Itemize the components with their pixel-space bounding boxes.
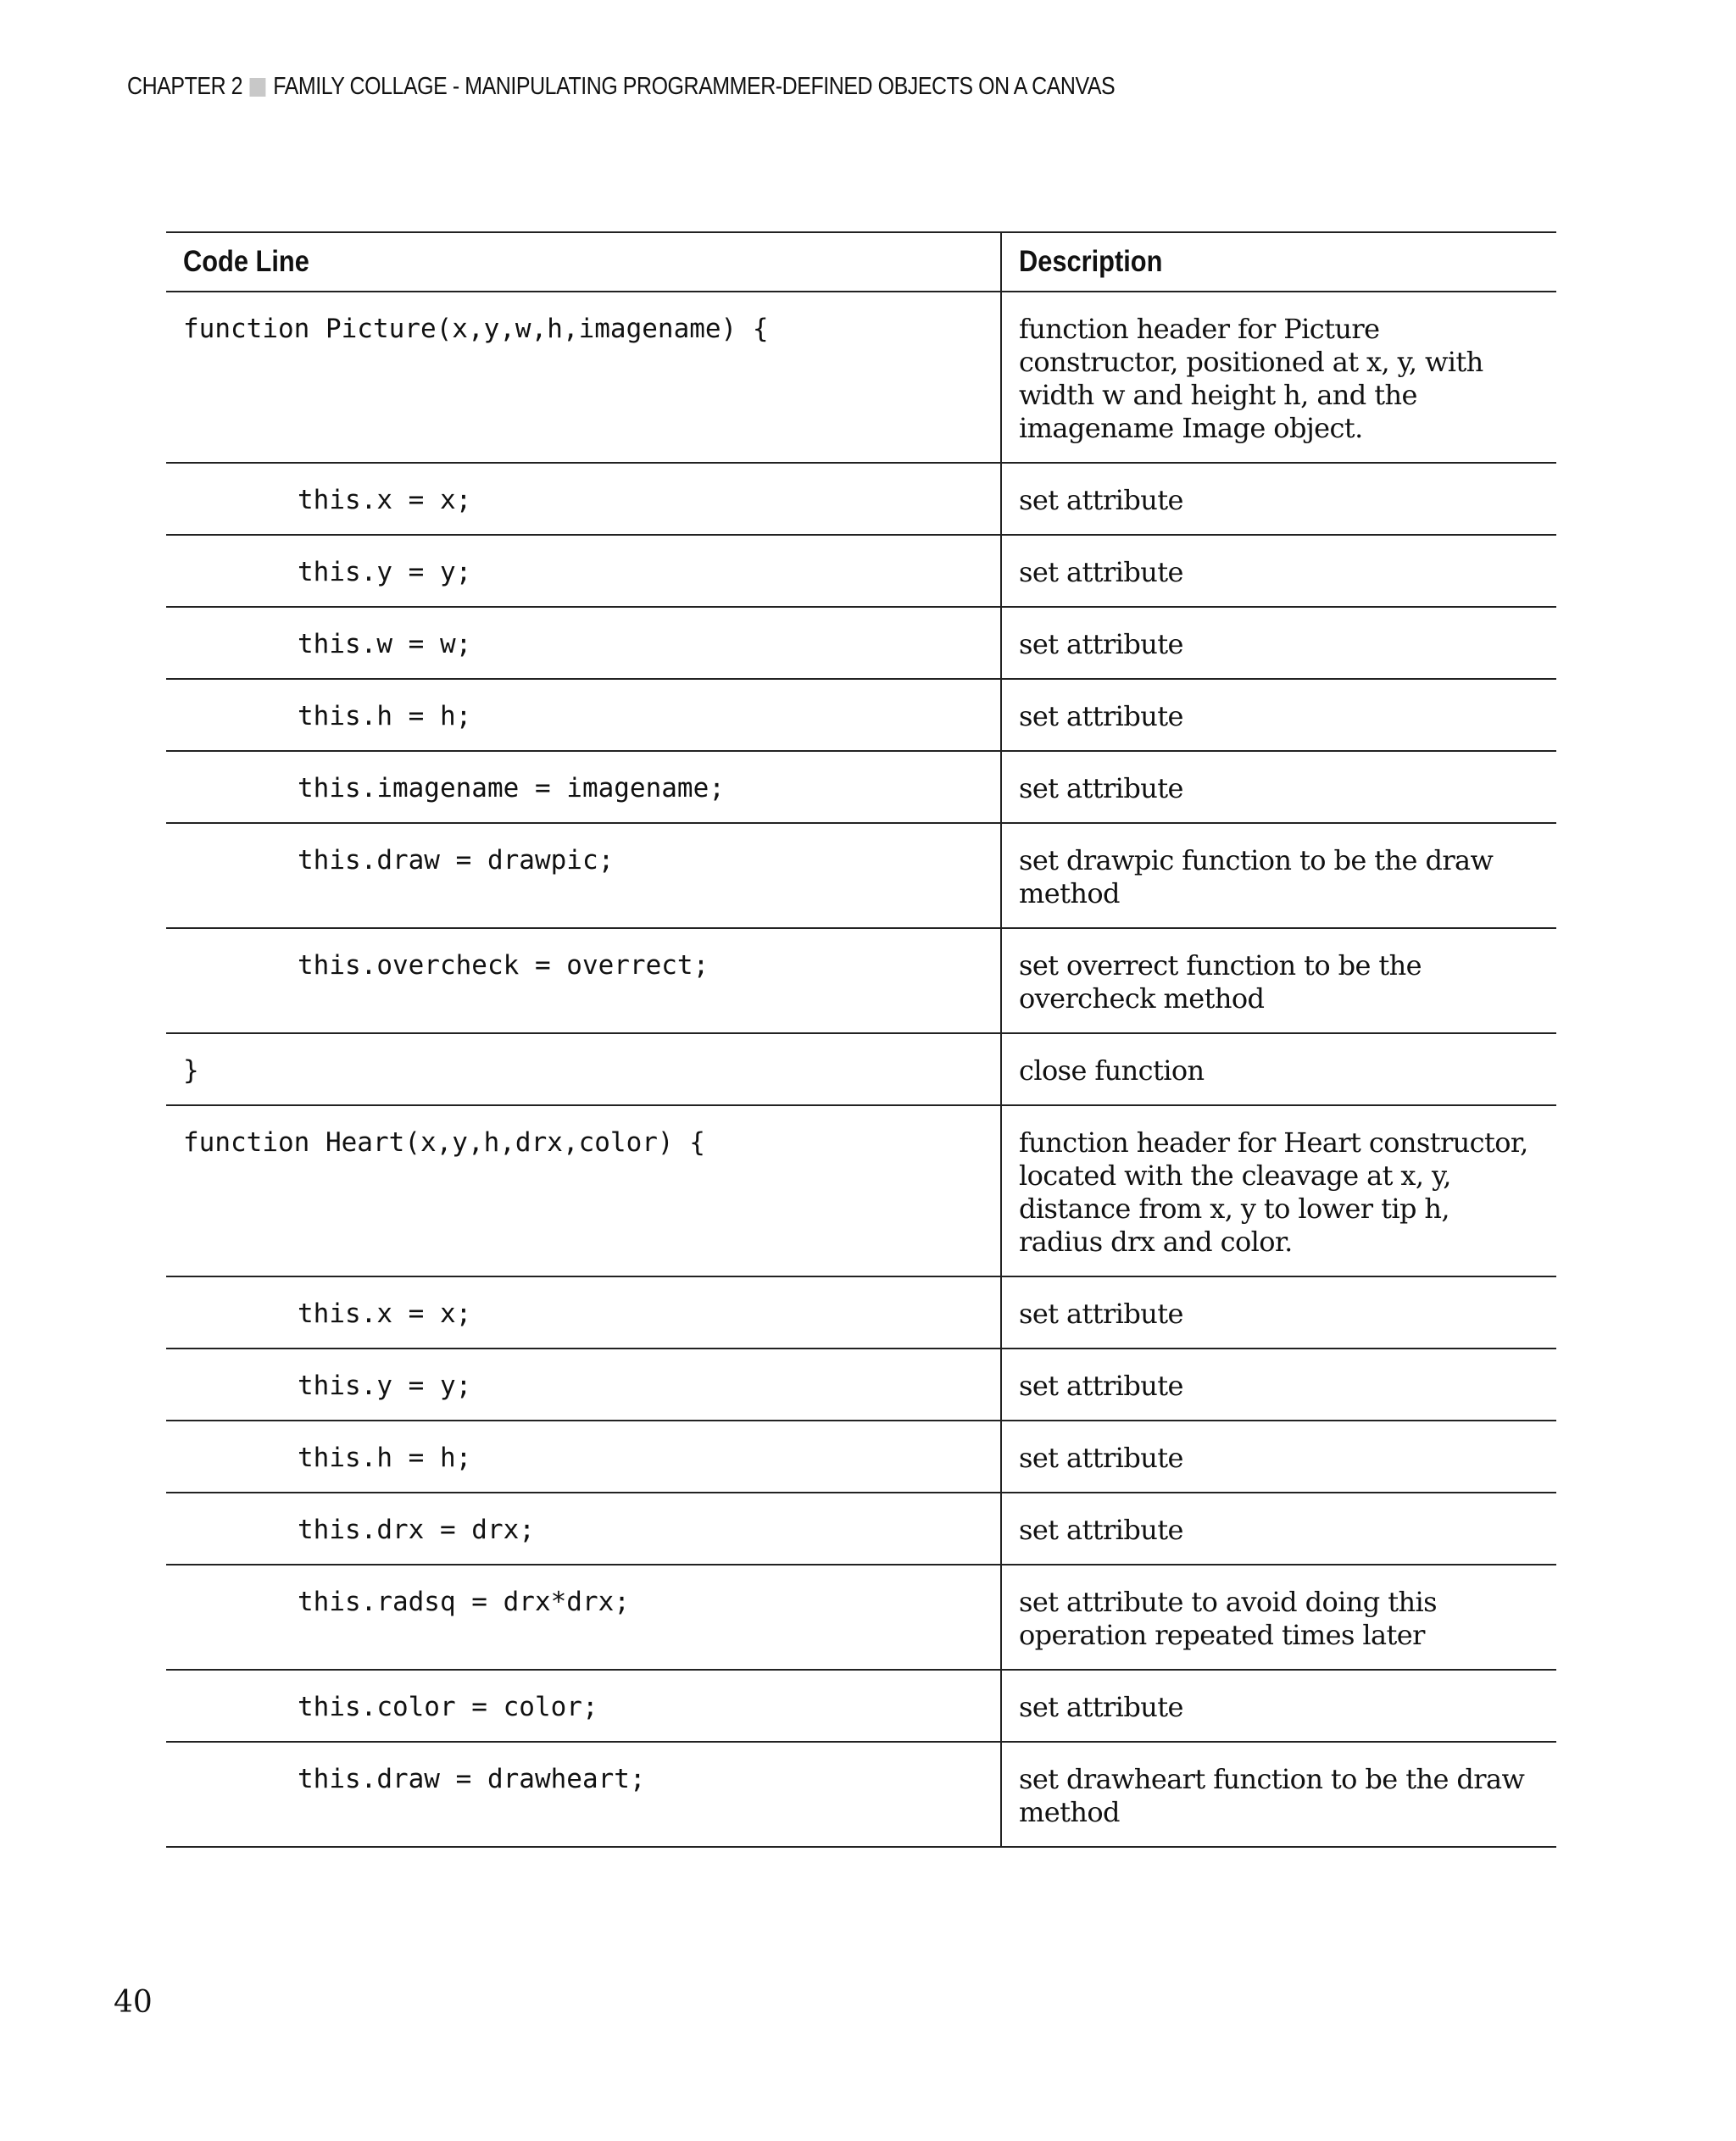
table-row: [166, 823, 1556, 928]
table-row: [166, 1742, 1556, 1847]
description-cell: set attribute: [1001, 1276, 1556, 1349]
code-line-cell: this.radsq = drx*drx;: [166, 1565, 1001, 1670]
table-row: [166, 751, 1556, 823]
table-row: [166, 928, 1556, 1033]
description-cell: set attribute: [1001, 751, 1556, 823]
table-row: [166, 1670, 1556, 1742]
separator-square-icon: [250, 78, 266, 97]
table-row: [166, 1033, 1556, 1105]
code-line-cell: this.y = y;: [166, 535, 1001, 607]
chapter-label: CHAPTER 2: [127, 73, 243, 100]
column-header-description: Description: [1001, 232, 1556, 292]
description-cell: set drawheart function to be the draw method: [1001, 1742, 1556, 1847]
code-line-cell: function Picture(x,y,w,h,imagename) {: [166, 292, 1001, 463]
table-row: [166, 1565, 1556, 1670]
code-line-cell: this.imagename = imagename;: [166, 751, 1001, 823]
code-line-cell: this.h = h;: [166, 1421, 1001, 1493]
table-row: [166, 1349, 1556, 1421]
description-cell: set attribute: [1001, 535, 1556, 607]
code-line-cell: this.y = y;: [166, 1349, 1001, 1421]
code-line-cell: this.w = w;: [166, 607, 1001, 679]
description-cell: set attribute: [1001, 463, 1556, 535]
table-row: [166, 292, 1556, 463]
description-cell: set drawpic function to be the draw method: [1001, 823, 1556, 928]
description-cell: function header for Picture constructor, positioned at x, y, with width w and height h, and the imagename Image object.: [1001, 292, 1556, 463]
code-line-cell: this.drx = drx;: [166, 1493, 1001, 1565]
page-number: 40: [114, 1985, 153, 2020]
table-row: [166, 1105, 1556, 1276]
chapter-title: FAMILY COLLAGE - MANIPULATING PROGRAMMER-DEFINED OBJECTS ON A CANVAS: [273, 73, 1116, 100]
code-line-cell: this.x = x;: [166, 463, 1001, 535]
description-cell: set attribute: [1001, 1349, 1556, 1421]
table-row: [166, 463, 1556, 535]
table-row: [166, 1421, 1556, 1493]
description-cell: set overrect function to be the overcheck method: [1001, 928, 1556, 1033]
description-cell: set attribute: [1001, 1670, 1556, 1742]
description-cell: close function: [1001, 1033, 1556, 1105]
table-header-row: [166, 232, 1556, 292]
description-cell: set attribute: [1001, 1421, 1556, 1493]
description-cell: set attribute to avoid doing this operation repeated times later: [1001, 1565, 1556, 1670]
running-head: [127, 73, 1115, 101]
code-line-cell: function Heart(x,y,h,drx,color) {: [166, 1105, 1001, 1276]
code-line-cell: this.x = x;: [166, 1276, 1001, 1349]
table-row: [166, 535, 1556, 607]
code-line-cell: this.overcheck = overrect;: [166, 928, 1001, 1033]
table-body: [166, 292, 1556, 1847]
code-line-cell: this.draw = drawheart;: [166, 1742, 1001, 1847]
code-line-cell: this.draw = drawpic;: [166, 823, 1001, 928]
description-cell: set attribute: [1001, 1493, 1556, 1565]
code-line-cell: }: [166, 1033, 1001, 1105]
description-cell: set attribute: [1001, 679, 1556, 751]
code-description-table: [166, 231, 1556, 1848]
column-header-code-line: Code Line: [166, 232, 1001, 292]
code-line-cell: this.color = color;: [166, 1670, 1001, 1742]
code-line-cell: this.h = h;: [166, 679, 1001, 751]
table-row: [166, 607, 1556, 679]
description-cell: set attribute: [1001, 607, 1556, 679]
table-row: [166, 1493, 1556, 1565]
table-row: [166, 1276, 1556, 1349]
table-row: [166, 679, 1556, 751]
description-cell: function header for Heart constructor, located with the cleavage at x, y, distance from x, y to lower tip h, radius drx and color.: [1001, 1105, 1556, 1276]
